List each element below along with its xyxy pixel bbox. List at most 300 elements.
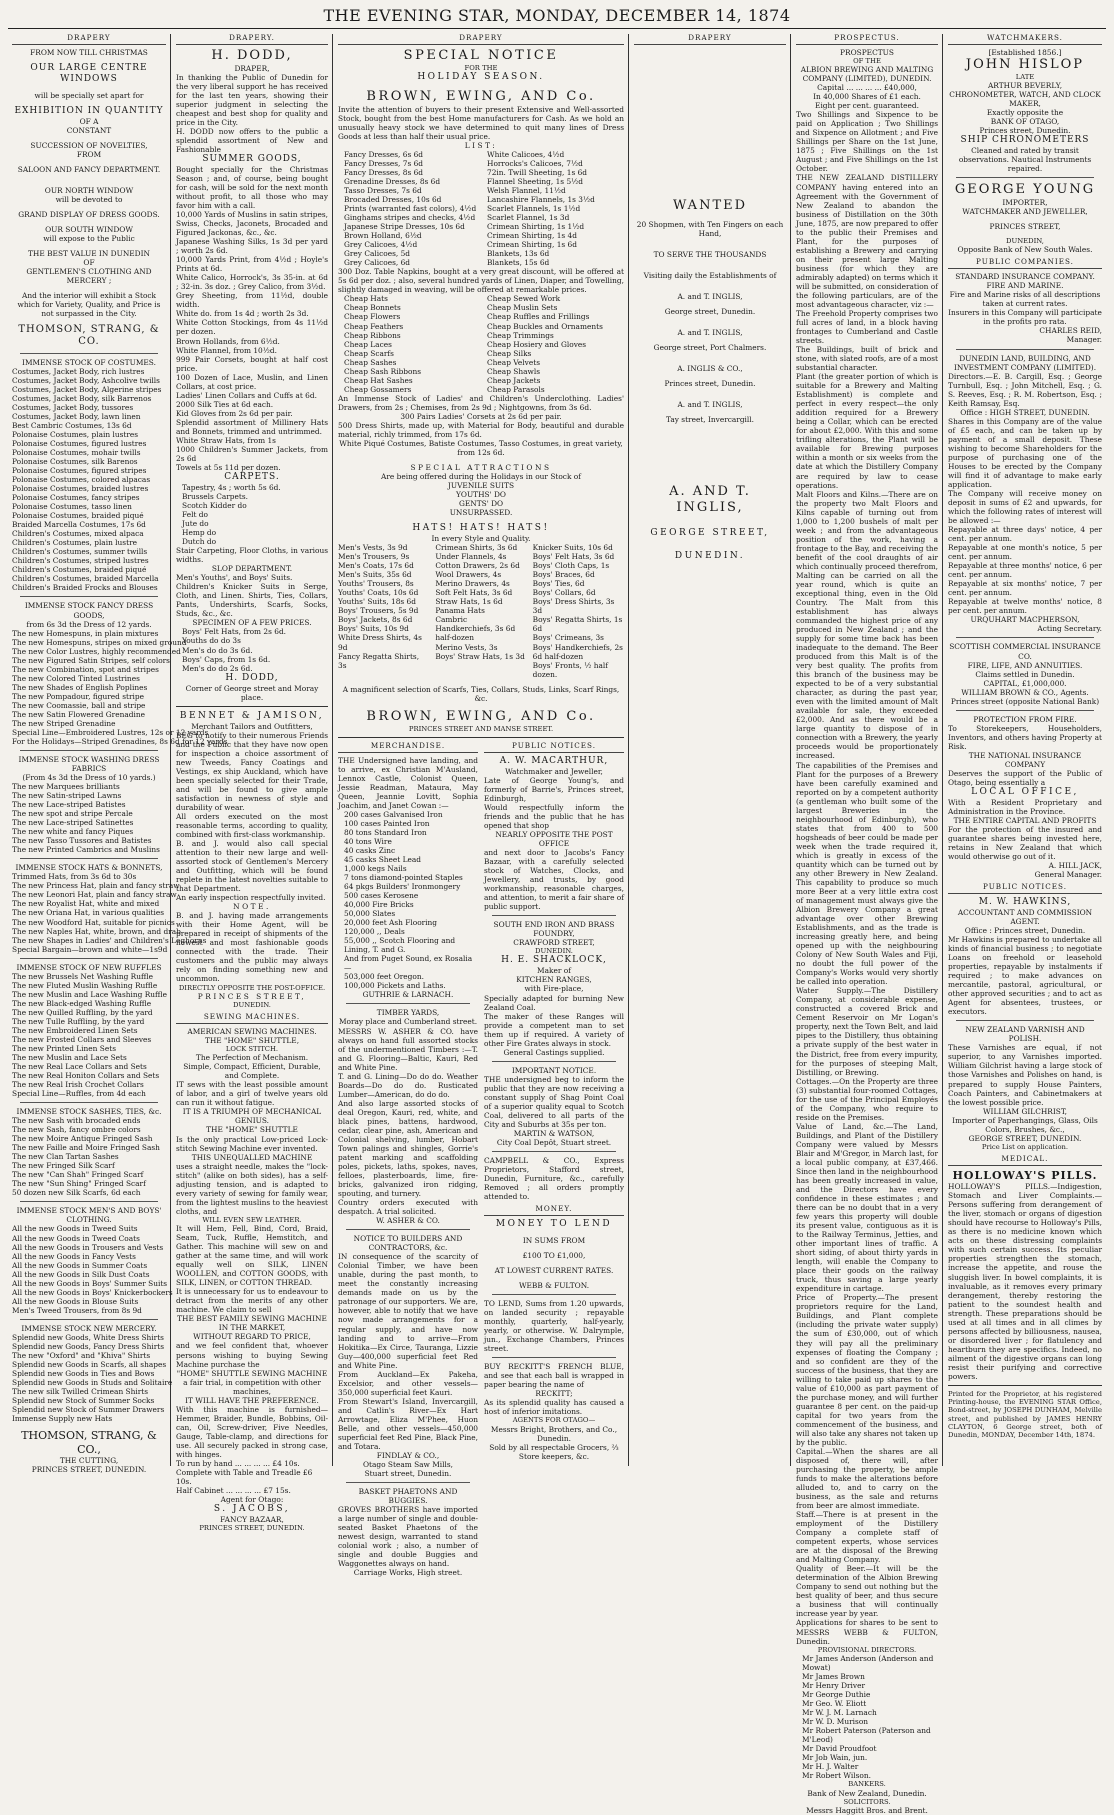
ad-heading: "HOME" SHUTTLE SEWING MACHINE (176, 1368, 328, 1378)
prospectus-body (796, 173, 938, 1645)
list-item: Mr H. J. Walter (802, 1762, 859, 1772)
ad-paragraph: The maker of these Ranges will provide a competent man to set them up if required. A variety of other Fire Grates always in stock. (484, 1011, 624, 1048)
ad-line: Opposite Bank of New South Wales. (957, 245, 1093, 255)
ad-heading: CARPETS. (224, 471, 280, 482)
list-item: The new Fringed Silk Scarf (12, 1161, 115, 1171)
list-item: Cheap Buckles and Ornaments (487, 321, 603, 331)
list-item: The new Marquees brilliants (12, 782, 120, 792)
ad-paragraph: From Stewart's Island, Invercargill, and Catlin's River—Ex Hart Arrowtage, Eliza M'Phee, Huon Belle, and other vessels—450,000 superficial feet Red Pine, Black Pine, and Totara. (338, 1396, 478, 1451)
advertiser-name: W. ASHER & CO. (376, 1216, 440, 1226)
list-item: Panama Hats (435, 606, 485, 616)
list-item: Boys' Ties, 6d (532, 579, 585, 589)
list-item: Knicker Suits, 10s 6d (532, 543, 613, 553)
ad-line: LATE (1015, 72, 1035, 81)
list-item: Lancashire Flannels, 1s 3½d (487, 195, 595, 205)
list-item: Welsh Flannel, 11½d (487, 186, 566, 196)
ad-heading: SUMMER GOODS, (202, 153, 302, 164)
list-item: The new Sash with brocaded ends (12, 1116, 141, 1126)
list-item: The new Black-edged Washing Ruffle (12, 998, 152, 1008)
list-item: The new Shapes in Ladies' and Children's Leghorns (12, 935, 207, 945)
list-heading: IMMENSE STOCK NEW MERCERY. (21, 1323, 157, 1333)
ad-line: Bank of New Zealand, Dunedin. (807, 1788, 927, 1798)
list-item: Splendid new Goods, Fancy Dress Shirts (12, 1341, 165, 1351)
price-grid-b (435, 543, 526, 678)
list-item: Grenadine Dresses, 8s 6d (344, 177, 441, 186)
ad-line: Office : Princes street, Dunedin. (964, 926, 1086, 935)
list-item: White Calico, Horrock's, 3s 35-in. at 6d ; 32-in. 3s doz. ; Grey Calico, from 3½d. (176, 273, 328, 292)
list-item: Men's Vests, 3s 9d (338, 543, 408, 553)
advertiser-name: A. and T. INGLIS, (677, 327, 743, 337)
ad-line: ARTHUR BEVERLY, (987, 80, 1063, 90)
ad-line: SALOON AND FANCY DEPARTMENT. (17, 164, 161, 174)
section-header-drapery: DRAPERY. (176, 34, 328, 45)
washing-fabric-list (12, 782, 166, 854)
list-item: The new Printed Cambrics and Muslins (12, 845, 160, 855)
list-item: All the new Goods in Trousers and Vests (12, 1242, 164, 1252)
list-item: Boys' Trousers, 5s 9d (338, 606, 419, 616)
merchandise-column (338, 742, 478, 1578)
firm-name: THOMSON, STRANG, & CO., (21, 1429, 157, 1456)
ad-line: Tay street, Invercargill. (665, 414, 754, 424)
ad-line: Fire and Marine risks of all descriptions taken at current rates. (949, 290, 1101, 309)
advertiser-address: PRINCES STREET, DUNEDIN. (199, 1524, 305, 1533)
list-item: Children's Costumes, braided Marcella (12, 574, 159, 584)
list-item: Costumes, Jacket Body, tussores (12, 402, 134, 412)
ad-line: OF A (79, 116, 99, 126)
list-item: Polonaise Costumes, braided lustres (12, 484, 149, 494)
list-item: Cheap Hat Sashes (344, 375, 413, 385)
list-item: The new Homespuns, stripes on mixed ground (12, 637, 187, 647)
price-line: Half Cabinet ... ... ... ... £7 15s. (176, 1485, 291, 1495)
ad-line: ACCOUNTANT AND COMMISSION AGENT. (957, 907, 1093, 926)
column-divider (628, 34, 629, 1466)
list-item: Straw Hats, 1s 6d (435, 597, 503, 607)
ad-heading: BANKERS. (848, 1780, 886, 1789)
ad-line: WILL EVEN SEW LEATHER. (202, 1215, 302, 1224)
list-item: Youths' Coats, 10s 6d (338, 588, 419, 598)
price-list-left (338, 150, 481, 267)
list-item: Cheap Bonnets (344, 303, 401, 313)
advertiser-name: S. JACOBS, (213, 1504, 291, 1515)
ad-paragraph: H. DODD now offers to the public a splendid assortment of New and Fashionable (176, 126, 328, 154)
advertiser-name: H. E. SHACKLOCK, (501, 955, 607, 966)
list-item: Cottages.—On the Property are three (3) substantial four-roomed Cottages, for the use of the Principal Employés of the Company, who require to reside on the Premises. (796, 1076, 938, 1122)
list-item: 100 cases Painted Iron (344, 818, 430, 828)
list-item: Cheap Feathers (344, 321, 404, 331)
list-item: Jute do (182, 519, 209, 529)
ad-paragraph: MESSRS W. ASHER & CO. have always on hand full assorted stocks of the undermentioned Timbers :—T. and G. Flooring—Baltic, Kauri, Red and White Pine. (338, 1026, 478, 1072)
ad-paragraph: B. and J. would also call special attention to their new large and well-assorted stock of Gentlemen's Mercery and Outfitting, which will be found replete in the latest novelties suitable to that Department. (176, 839, 328, 894)
ad-line: OF (83, 258, 95, 268)
deposit-rates (948, 525, 1102, 615)
list-item: Costumes, Jacket Body, lawn linen (12, 411, 141, 421)
ad-paragraph: An Immense Stock of Ladies' and Children's Underclothing. Ladies' Drawers, from 2s ; Chemises, from 2s 9d ; Nightgowns, from 3s 6d. (338, 393, 624, 412)
list-item: All the new Goods in Tweed Coats (12, 1233, 140, 1243)
list-item: The new Quilled Ruffling, by the yard (12, 1007, 153, 1017)
list-item: Brussels Carpets. (182, 491, 248, 501)
list-item: The capabilities of the Premises and Plant for the purposes of a Brewery have been carefully examined and reported on by a competent authority (a gentleman who built some of the largest Breweries in the neighbourhood of Edinburgh), who states that from 400 to 500 hogsheads of beer could be made per week when the trade required it, which is greatly in excess of the quantity which can be turned out by any other Brewery in New Zealand. This capability to produce so much more Beer at a very little extra cost of management must always give the Albion Brewery Company a great advantage over other Brewing Establishments, and as the trade is increasing greatly here, and being opened up with the neighbouring Colony of New South Wales and Fiji, no doubt the full power of the Company's Works would very shortly be called into operation. (796, 760, 938, 987)
list-item: Grey Sheeting, from 11½d, double width. (176, 291, 328, 310)
list-item: Polonaise Costumes, braided piqué (12, 511, 144, 521)
list-item: Polonaise Costumes, tasso linen (12, 502, 132, 512)
list-item: Tasso Dresses, 7s 6d (344, 186, 422, 196)
ad-heading: TIMBER YARDS, (376, 1008, 440, 1018)
ad-heading: PROTECTION FROM FIRE. (973, 714, 1077, 724)
list-item: All the new Goods in Silk Dust Coats (12, 1269, 150, 1279)
list-item: Polonaise Costumes, fancy stripes (12, 493, 140, 503)
ad-paragraph: The Company will receive money on deposit in sums of £2 and upwards, for which the following rates of interest will be allowed :— (948, 488, 1102, 526)
list-item: The new Leonori Hat, plain and fancy straw (12, 890, 177, 900)
ad-heading: SPECIMEN OF A FEW PRICES. (192, 618, 312, 628)
ad-heading: PROVISIONAL DIRECTORS. (817, 1645, 917, 1654)
ad-line: GENTLEMEN'S CLOTHING AND (26, 267, 152, 277)
list-item: For the Holidays—Striped Grenadines, 8s 6d for 12 yards (12, 736, 228, 746)
list-item: Cheap Sewed Work (487, 294, 561, 304)
list-item: Costumes, Jacket Body, silk Barrenos (12, 393, 152, 403)
ad-paragraph: THE undersigned beg to inform the public that they are now receiving a constant supply of Shag Point Coal of a superior quality equal to Scotch Coal, delivered to all parts of the City and Suburbs at 35s per ton. (484, 1074, 624, 1129)
list-item: The new "Sun Shing" Fringed Scarf (12, 1179, 146, 1189)
ad-line: Agent for Otago: (220, 1495, 284, 1505)
list-subheading: from 6s 3d the Dress of 12 yards. (26, 619, 152, 629)
list-item: Boys' Felt Hats, from 2s 6d. (182, 627, 287, 637)
list-item: The new Coomassie, ball and stripe (12, 700, 146, 710)
ad-heading: SOLICITORS. (843, 1797, 891, 1806)
list-item: 72in. Twill Sheeting, 1s 6d (487, 167, 588, 177)
ad-line: Are being offered during the Holidays in our Stock of (381, 472, 581, 481)
company-name: SCOTTISH COMMERCIAL INSURANCE CO. (949, 642, 1101, 661)
list-item: 55,000 ,, Scotch Flooring and Lining, T. and G. (344, 936, 456, 955)
advertiser-name: WEBB & FULTON. (518, 1281, 590, 1291)
list-item: Repayable at twelve months' notice, 8 per cent. per annum. (948, 597, 1102, 616)
signatory-title: Acting Secretary. (1037, 624, 1102, 634)
list-item: Cotton Drawers, 2s 6d (435, 561, 520, 571)
section-header-drapery: DRAPERY (12, 34, 166, 45)
list-item: Children's Costumes, mixed alpaca (12, 529, 144, 539)
list-heading: IMMENSE STOCK OF COSTUMES. (22, 357, 156, 367)
advertiser-signature: H. DODD, (225, 672, 279, 683)
ad-heading: NEW ZEALAND VARNISH AND POLISH. (965, 1025, 1085, 1044)
list-item: Kid Gloves from 2s 6d per pair. (176, 408, 293, 418)
list-item: The new Color Lustres, highly recommended (12, 646, 181, 656)
list-item: And from Puget Sound, ex Rosalia— (344, 954, 473, 973)
list-item: Brown Holland, 6½d (344, 231, 422, 241)
advertiser-address: PRINCES STREET AND MANSE STREET. (408, 724, 554, 733)
signatory: URQUHART MACPHERSON, (970, 615, 1080, 625)
ad-heading: NOTE. (233, 902, 271, 912)
ad-line: WATCHMAKER AND JEWELLER, (962, 207, 1088, 217)
list-item: 40 casks Zinc (344, 845, 396, 855)
ad-heading: LOCAL OFFICE, (971, 786, 1079, 797)
cheap-list-left (338, 294, 481, 393)
list-item: 64 pkgs Builders' Ironmongery (344, 882, 461, 892)
advertiser-name: WILLIAM GILCHRIST, (982, 1106, 1068, 1116)
list-item: Splendid new Stock of Summer Socks (12, 1396, 155, 1406)
list-item: Staff.—There is at present in the employment of the Distillery Company a complete staff of competent experts, whose services are at the disposal of the Brewing and Malting Company. (796, 1510, 938, 1565)
list-item: Costumes, Jacket Body, Algerine stripes (12, 384, 162, 394)
section-header-public-notices: PUBLIC NOTICES. (484, 742, 624, 753)
list-item: Cheap Gossamers (344, 384, 412, 394)
list-item: The new Muslin and Lace Washing Ruffle (12, 989, 168, 999)
list-item: The Freehold Property comprises two full acres of land, in a block having frontages to Cumberland and Castle streets. (796, 308, 938, 346)
list-item: Under Flannels, 4s (435, 552, 507, 562)
list-heading: IMMENSE STOCK HATS & BONNETS, (15, 863, 163, 873)
list-item: The new Faille and Moire Fringed Sash (12, 1143, 160, 1153)
section-header-prospectus: PROSPECTUS. (796, 34, 938, 45)
hats-list (12, 872, 207, 954)
ad-heading: PROSPECTUS (840, 47, 894, 57)
list-item: Water Supply.—The Distillery Company, at considerable expense, constructed a covered Brick and Cement Reservoir on Mr Logan's property, next the Town Belt, and laid pipes to the Distillery, thus obtaining a private supply of the best water in the District, free from every impurity, for the purposes of steeping Malt, Distilling, or Brewing. (796, 986, 938, 1077)
ad-line: Office : HIGH STREET, DUNEDIN. (960, 407, 1090, 417)
list-item: The new Combination, spot and stripes (12, 664, 159, 674)
list-item: 1000 Children's Summer Jackets, from 2s 6d (176, 444, 328, 463)
list-item: Boys' Straw Hats, 1s 3d (435, 651, 525, 661)
ad-heading: BASKET PHAETONS AND BUGGIES. (358, 1487, 458, 1506)
list-item: Mr James Anderson (Anderson and Mowat) (802, 1653, 934, 1672)
list-item: Braided Marcella Costumes, 17s 6d (12, 520, 146, 530)
list-item: The new Printed Linen Sets (12, 1043, 116, 1053)
list-item: 50,000 Slates (344, 909, 396, 919)
list-item: Boys' Regatta Shirts, 1s 6d (532, 615, 623, 634)
ad-paragraph: Would respectfully inform the friends and the public that he has opened that shop (484, 802, 624, 830)
list-item: Value of Land, &c.—The Land, Buildings, and Plant of the Distillery Company were valued by Messrs Blair and M'Gregor, in March last, for a local public company, at £37,466. Since then land in the neighbourhood has been greatly increased in value, and the Directors have every confidence in these estimates ; and there can be no doubt that in a very few years this property will double its present value, contiguous as it is to the Railway Terminus, Jetties, and other important lines of traffic. A short siding, of about thirty yards in length, will enable the Company to place their goods on the railway truck, thus saving a large yearly expenditure in cartage. (796, 1121, 938, 1294)
list-item: The Buildings, built of brick and stone, with slated roofs, are of a most substantial character. (796, 345, 938, 373)
ad-line: FANCY BAZAAR, (220, 1515, 284, 1525)
list-item: Cheap Velvets (487, 357, 540, 367)
list-item: Ladies' Linen Collars and Cuffs at 6d. (176, 390, 317, 400)
ad-line: The Perfection of Mechanism. (195, 1053, 309, 1063)
list-item: Repayable at three days' notice, 4 per cent. per annum. (948, 525, 1102, 544)
list-item: Polonaise Costumes, figured stripes (12, 466, 147, 476)
ad-paragraph: Late of George Young's, and formerly of Barrie's, Princes street, Edinburgh, (484, 775, 624, 803)
advertiser-name: A. W. MACARTHUR, (499, 755, 609, 766)
list-item: All the new Goods in Boys' Knickerbockers (12, 1287, 173, 1297)
list-item: Tapestry, 4s ; worth 5s 6d. (182, 482, 281, 492)
section-header-medical: MEDICAL. (948, 1155, 1102, 1166)
ad-paragraph: Children's Knicker Suits in Serge, Cloth, and Linen. Shirts, Ties, Collars, Pants, Undershirts, Scarfs, Socks, Studs, &c., &c. (176, 582, 328, 619)
firm-address: PRINCES STREET, DUNEDIN. (31, 1464, 147, 1474)
list-item: Cheap Hosiery and Gloves (487, 339, 587, 349)
ad-paragraph: uses a straight needle, makes the "lock-stitch" (alike on both sides), has a self-adjusting tension, and is adapted to every variety of sewing for family wear, from the lightest muslins to the heaviest cloths, and (176, 1161, 328, 1216)
list-item: 120,000 ,, Deals (344, 927, 405, 937)
list-item: Hemp do (182, 528, 217, 538)
list-item: Polonaise Costumes, figured lustres (12, 438, 147, 448)
list-item: THE NEW ZEALAND DISTILLERY COMPANY having entered into an Agreement with the Government of New Zealand to abandon the business of Distillation on the 30th June, 1875, are now prepared to offer to the public their Premises and Plant, for the purposes of establishing a Brewery and carrying on their present large Malting business (for which they are admirably adapted) on terms which it will be submitted, on consideration of the following particulars, are of the most advantageous character, viz :— (796, 173, 938, 309)
list-item: Cheap Ribbons (344, 330, 401, 340)
list-item: Polonaise Costumes, silk Barenos (12, 457, 138, 466)
list-item: The new Princess Hat, plain and fancy straw (12, 881, 180, 891)
list-item: Boys' Cloth Caps, 1s (532, 561, 610, 571)
list-item: Boys' Dress Shirts, 3s 3d (532, 597, 615, 616)
list-item: Scotch Kidder do (182, 501, 247, 511)
price-grid-c (533, 543, 624, 678)
list-item: Cheap Trimmings (487, 330, 554, 340)
list-item: The new Oriana Hat, in various qualities (12, 908, 165, 918)
advertiser-name: A. INGLIS & CO., (677, 363, 743, 373)
list-item: The new Woodford Hat, suitable for picnics (12, 917, 175, 927)
list-item: The new Real Honiton Collars and Sets (12, 1071, 160, 1080)
ad-line: Messrs Bright, Brothers, and Co., Dunedin. (490, 1424, 618, 1443)
list-item: Youths' Trousers, 8s (338, 579, 414, 589)
ad-line: In every Style and Quality. (431, 534, 531, 544)
list-item: Special Bargain—brown and white—1s9d (12, 944, 168, 954)
list-item: Mr W. D. Murison (802, 1717, 869, 1727)
ad-line: And the interior will exhibit a Stock which for Variety, Quality, and Price is not surpassed in the City. (17, 291, 161, 319)
ad-paragraph: Country orders executed with despatch. A trial solicited. (338, 1198, 478, 1217)
ad-line: will expose to the Public (43, 234, 135, 244)
ad-line: MERCERY ; (66, 276, 112, 286)
ad-heading: SPECIAL NOTICE (403, 47, 559, 63)
section-header-money: MONEY. (484, 1205, 624, 1216)
list-item: Plant (the greater portion of which is suitable for a Brewery and Malting Establishment) is complete and perfect in every respect—the only addition required for a Brewery being a Collar, which can be erected for about £2,000. With this and some trifling alterations, the Plant will be available for Brewing purposes within a month or six weeks from the date at which the Distillery Company are required by law to cease operations. (796, 372, 938, 490)
ad-paragraph: B. and J. having made arrangements with their Home Agent, will be prepared in receipt of shipments of the newest and most fashionable goods connected with the trade. Their customers and the public may always rely on finding something new and uncommon. (176, 911, 328, 984)
list-item: Repayable at three months' notice, 6 per cent. per annum. (948, 561, 1102, 580)
list-item: 500 cases Kerosene (344, 891, 419, 901)
advertiser-name: A. and T. INGLIS, (677, 399, 743, 409)
section-header-drapery: DRAPERY (634, 34, 786, 45)
list-item: White Cotton Stockings, from 4s 11½d per dozen. (176, 318, 328, 337)
company-name: ALBION BREWING AND MALTING COMPANY (LIMITED), DUNEDIN. (800, 65, 934, 84)
advertiser-trade: Merchant Tailors and Outfitters, (191, 721, 313, 731)
ad-paragraph: An early inspection respectfully invited. (176, 893, 326, 903)
list-item: The new Muslin and Lace Sets (12, 1052, 127, 1062)
ad-paragraph: Two Shillings and Sixpence to be paid on Application ; Two Shillings and Sixpence on Allotment ; and Five Shillings per Share on the 1st June, 1875 ; Five Shillings on the 1st August ; and Five Shillings on the 1st October. (796, 110, 938, 174)
ad-line: GEORGE STREET, DUNEDIN. (968, 1133, 1082, 1143)
ad-paragraph: IT sews with the least possible amount of labor, and a girl of twelve years old can run it without fatigue. (176, 1080, 328, 1108)
list-item: Grey Calicoes, 4½d (344, 240, 418, 250)
list-item: The new Pompadour, figured stripe (12, 691, 145, 701)
list-item: Crimean Shirting, 1s 1½d (487, 222, 585, 232)
list-item: 999 Pair Corsets, bought at half cost price. (176, 354, 328, 373)
ad-paragraph: Directors.—E. B. Cargill, Esq. ; George Turnbull, Esq. ; John Mitchell, Esq. ; G. S. Reeves, Esq. ; R. M. Robertson, Esq. ; Keith Ramsay, Esq. (948, 371, 1102, 408)
list-item: Special Line—Embroidered Lustres, 12s or 12 yards (12, 727, 209, 737)
list-item: Cambric Handkerchiefs, 3s 6d half-dozen (435, 615, 516, 643)
list-item: Mr W. J. M. Larnach (802, 1708, 877, 1718)
list-item: The new Tulle Ruffling, by the yard (12, 1016, 145, 1026)
list-item: Boys' Handkerchiefs, 2s 6d half-dozen (532, 642, 623, 661)
list-item: Cheap Muslin Sets (487, 303, 558, 313)
list-item: Men's do do 2s 6d. (182, 663, 253, 673)
list-item: The new Homespuns, in plain mixtures (12, 628, 159, 638)
section-header-merchandise: MERCHANDISE. (338, 742, 478, 753)
list-item: Polonaise Costumes, colored alpacas (12, 475, 151, 485)
list-item: 40 tons Wire (344, 836, 392, 846)
list-item: Splendid new Goods, White Dress Shirts (12, 1332, 164, 1342)
list-item: Horrocks's Calicoes, 7½d (487, 158, 583, 168)
ad-line: DUNEDIN. (535, 947, 573, 956)
ad-heading: THE ENTIRE CAPITAL AND PROFITS (953, 815, 1097, 825)
ad-line: GENTS' DO (458, 499, 504, 509)
list-item: Best Cambric Costumes, 13s 6d (12, 420, 132, 430)
list-item: Crimean Shirting, 1s 4d (487, 231, 577, 241)
section-header-sewing: SEWING MACHINES. (176, 1013, 328, 1024)
ad-line: will be devoted to (55, 194, 123, 204)
list-item: Crimean Shirting, 1s 6d (487, 240, 577, 250)
ad-paragraph: Specially adapted for burning New Zealand Coal. (484, 993, 624, 1012)
ad-paragraph: As its splendid quality has caused a host of inferior imitations. (484, 1398, 624, 1417)
list-item: Repayable at six months' notice, 7 per cent. per annum. (948, 579, 1102, 598)
list-item: Cheap Sash Ribbons (344, 366, 422, 376)
list-item: Men's do do 3s 6d. (182, 645, 253, 655)
list-item: The new Clan Tartan Sashes (12, 1152, 119, 1162)
list-item: The new Embroidered Linen Sets (12, 1025, 138, 1035)
ad-line: OF THE (853, 56, 881, 65)
ad-line: Stuart street, Dunedin. (364, 1469, 452, 1479)
list-item: Boys' Felt Hats, 3s 6d (532, 552, 615, 562)
list-item: Children's Costumes, striped lustres (12, 556, 149, 566)
signatory: A. HILL JACK, (1048, 861, 1102, 871)
costume-list (12, 367, 166, 593)
price-line: To run by hand ... ... ... ... £4 10s. (176, 1458, 300, 1468)
ad-paragraph: Bought specially for the Christmas Season ; and, of course, being bought for cash, will be sold for the next month without profit, to all those who may favor him with a call. (176, 164, 328, 211)
lower-columns (338, 742, 624, 1578)
ad-line: UNSURPASSED. (449, 508, 513, 518)
list-item: Blankets, 13s 6d (487, 249, 550, 259)
list-item: Soft Felt Hats, 3s 6d (435, 588, 513, 598)
list-item: Dutch do (182, 537, 217, 547)
ad-heading: THE "HOME" SHUTTLE, (204, 1035, 300, 1045)
mercery-list (12, 1332, 173, 1424)
advertiser-trade: Watchmaker and Jeweller, (505, 766, 603, 776)
ad-paragraph: and we feel confident that, whoever persons wishing to buying Sewing Machine purchase the (176, 1341, 328, 1369)
list-heading: IMMENSE STOCK WASHING DRESS FABRICS (18, 754, 160, 773)
ad-heading: SHIP CHRONOMETERS (960, 135, 1090, 146)
list-item: Mr Job Wain, jun. (802, 1753, 868, 1763)
list-item: Grey Calicoes, 6d (344, 258, 411, 268)
ad-paragraph: HOLLOWAY'S PILLS.—Indigestion, Stomach and Liver Complaints.—Persons suffering from derangement of the liver, stomach or organs of digestion should have recourse to Holloway's Pills, as there is no medicine known which acts on these distressing complaints with such certain success. Its peculiar properties strengthen the stomach, increase the appetite, and rouse the sluggish liver. In bowel complaints, it is invaluable, as it removes every primary derangement, thereby restoring the patient to the soundest health and strength. These preparations should be used at all times and in all climes by persons affected by billiousness, nausea, or disordered liver ; for flatulency and heartburn they are specifics. Indeed, no ailment of the digestive organs can long resist their purifying and corrective powers. (948, 1182, 1102, 1381)
ad-line: City Coal Depôt, Stuart street. (496, 1137, 612, 1147)
list-item: The new Figured Satin Stripes, self colors (12, 655, 170, 665)
ad-paragraph: Invite the attention of buyers to their present Extensive and Well-assorted Stock, bought from the best Home manufacturers for Cash. As we hold an unusually heavy stock we have determined to quit many lines of Dress Goods at less than half their usual price. (338, 104, 624, 141)
list-item: Boys' Suits, 10s 9d (338, 624, 409, 634)
ad-heading: AMERICAN SEWING MACHINES. (187, 1026, 317, 1036)
advertiser-trade: DRAPER, (234, 63, 270, 73)
list-item: The new silk Twilled Crimean Shirts (12, 1387, 149, 1396)
list-item: Youths' Suits, 18s 6d (338, 597, 416, 607)
list-item: Mr Henry Driver (802, 1680, 865, 1690)
advertiser-name: A. AND T. INGLIS, (669, 484, 751, 515)
ad-heading: TO SERVE THE THOUSANDS (653, 249, 767, 259)
ad-line: FROM (76, 149, 102, 159)
list-subheading: (From 4s 3d the Dress of 10 yards.) (22, 773, 156, 783)
ad-line: will be specially set apart for (34, 90, 144, 100)
list-item: Polonaise Costumes, mohair twills (12, 447, 141, 457)
ad-intro (12, 48, 166, 319)
list-item: Cheap Parasols (487, 384, 545, 394)
list-item: The new "Oxford" and "Khiva" Shirts (12, 1350, 151, 1360)
clothing-price-grid (338, 543, 624, 678)
list-item: Men's Trousers, 9s (338, 552, 410, 562)
list-item: The new Real Lace Collars and Sets (12, 1061, 147, 1071)
list-item: Splendid new Goods in Studs and Solitaire (12, 1377, 173, 1387)
ad-line: CAPITAL, £1,000,000. (983, 678, 1067, 688)
list-item: Japanese Washing Silks, 1s 3d per yard ; worth 2s 6d. (176, 237, 328, 256)
list-item: 50 dozen new Silk Scarfs, 6d each (12, 1188, 141, 1198)
advertiser-name: BENNET & JAMISON, (179, 710, 325, 721)
ad-line: AGENTS FOR OTAGO— (512, 1416, 596, 1425)
price-list-right (487, 150, 624, 267)
ad-heading: SOUTH END IRON AND BRASS FOUNDRY, (493, 920, 615, 939)
ad-line: Princes street (opposite National Bank) (950, 696, 1100, 706)
ad-heading: THE "HOME" SHUTTLE (206, 1125, 298, 1135)
ad-line: GRAND DISPLAY OF DRESS GOODS. (18, 209, 160, 219)
ad-paragraph: THE Undersigned have landing, and to arrive, ex Christian M'Ausland, Lennox Castle, Colonist Queen, Jessie Readman, Mataura, May Queen, Jeannie Lovitt, Sophia Joachim, and Janet Cowan :— (338, 755, 478, 810)
list-item: The new Colored Tinted Lustrines (12, 673, 140, 683)
list-item: Blankets, 15s 6d (487, 258, 550, 268)
ad-line: Princes street, Dunedin. (979, 126, 1071, 136)
ad-line: Simple, Compact, Efficient, Durable, and Complete. (183, 1062, 321, 1081)
list-item: Applications for shares to be sent to MESSRS WEBB & FULTON, Dunedin. (796, 1618, 938, 1646)
masthead: THE EVENING STAR, MONDAY, DECEMBER 14, 1874 (323, 6, 791, 25)
